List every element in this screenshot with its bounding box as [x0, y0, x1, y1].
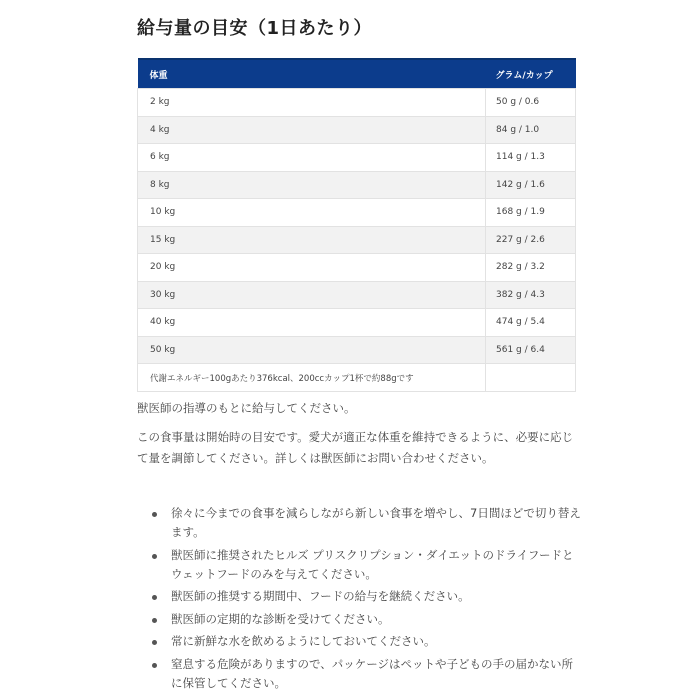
weight-cell: 40 kg	[138, 309, 486, 337]
list-item-text: 獣医師に推奨されたヒルズ プリスクリプション・ダイエットのドライフードとウェットフードのみを与えてください。	[171, 547, 574, 581]
page-title: 給与量の目安（1日あたり）	[137, 18, 373, 39]
instruction-list	[137, 504, 582, 696]
header-gram-cup: グラム/カップ	[486, 59, 576, 89]
weight-cell: 4 kg	[138, 116, 486, 144]
list-item	[137, 610, 582, 629]
table-note: 代謝エネルギー100gあたり376kcal、200ccカップ1杯で約88gです	[138, 364, 486, 392]
table-row	[138, 281, 576, 309]
table-row	[138, 171, 576, 199]
weight-cell: 2 kg	[138, 89, 486, 117]
table-row	[138, 254, 576, 282]
table-row	[138, 226, 576, 254]
gram-cup-cell: 282 g / 3.2	[486, 254, 576, 282]
table-note-empty-cell	[486, 364, 576, 392]
list-item	[137, 632, 582, 651]
gram-cup-cell: 561 g / 6.4	[486, 336, 576, 364]
list-item	[137, 504, 582, 542]
gram-cup-cell: 142 g / 1.6	[486, 171, 576, 199]
bullet-icon	[152, 618, 157, 623]
list-item-text: 獣医師の定期的な診断を受けてください。	[171, 611, 390, 626]
list-item-text: 獣医師の推奨する期間中、フードの給与を継続ください。	[171, 589, 470, 603]
table-row	[138, 144, 576, 172]
gram-cup-cell: 474 g / 5.4	[486, 309, 576, 337]
table-row	[138, 89, 576, 117]
bullet-icon	[152, 640, 157, 645]
weight-cell: 8 kg	[138, 171, 486, 199]
gram-cup-cell: 84 g / 1.0	[486, 116, 576, 144]
table-header-row	[138, 59, 576, 89]
table-note-row	[138, 364, 576, 392]
header-weight: 体重	[138, 59, 486, 89]
gram-cup-cell: 227 g / 2.6	[486, 226, 576, 254]
weight-cell: 15 kg	[138, 226, 486, 254]
gram-cup-cell: 50 g / 0.6	[486, 89, 576, 117]
gram-cup-cell: 168 g / 1.9	[486, 199, 576, 227]
list-item-text: 徐々に今までの食事を減らしながら新しい食事を増やし、7日間ほどで切り替えます。	[171, 506, 581, 539]
bullet-icon	[152, 512, 157, 517]
bullet-icon	[152, 595, 157, 600]
table-row	[138, 199, 576, 227]
table-row	[138, 309, 576, 337]
table-row	[138, 116, 576, 144]
list-item	[137, 587, 582, 606]
weight-cell: 10 kg	[138, 199, 486, 227]
weight-cell: 6 kg	[138, 144, 486, 172]
list-item	[137, 546, 582, 584]
gram-cup-cell: 382 g / 4.3	[486, 281, 576, 309]
bullet-icon	[152, 554, 157, 559]
weight-cell: 50 kg	[138, 336, 486, 364]
list-item-text: 常に新鮮な水を飲めるようにしておいてください。	[171, 634, 436, 648]
weight-cell: 20 kg	[138, 254, 486, 282]
weight-cell: 30 kg	[138, 281, 486, 309]
gram-cup-cell: 114 g / 1.3	[486, 144, 576, 172]
vet-guidance-text: 獣医師の指導のもとに給与してください。	[137, 401, 356, 415]
list-item-text: 窒息する危険がありますので、パッケージはペットや子どもの手の届かない所に保管してください。	[171, 656, 574, 690]
bullet-icon	[152, 663, 157, 668]
starting-amount-text: この食事量は開始時の目安です。愛犬が適正な体重を維持できるように、必要に応じて量を調節してください。詳しくは獣医師にお問い合わせください。	[137, 430, 574, 465]
list-item	[137, 655, 582, 693]
feeding-table	[137, 58, 576, 392]
table-row	[138, 336, 576, 364]
